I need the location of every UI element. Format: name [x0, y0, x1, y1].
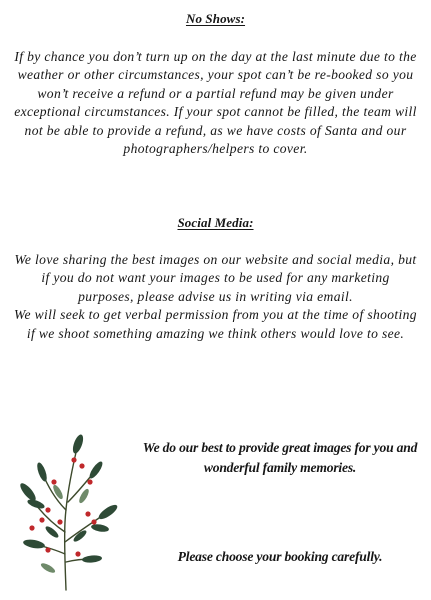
closing-message: We do our best to provide great images for you and wonderful family memories.: [142, 440, 418, 475]
no-shows-heading: No Shows:: [185, 11, 246, 26]
social-media-paragraph-2: We will seek to get verbal permission from you at the time of shooting if we shoot something amazing we think others would love to see.: [14, 307, 417, 341]
social-media-heading: Social Media:: [177, 215, 254, 230]
booking-reminder: Please choose your booking carefully.: [177, 549, 383, 564]
mistletoe-sprig-icon: [8, 432, 128, 592]
no-shows-paragraph: If by chance you don’t turn up on the day at the last minute due to the weather or other circumstances, your spot can’t be re-booked so you won’t receive a refund or a partial refund may be given under exceptional circumstances. If your spot cannot be filled, the team will not be able to provide a refund, as we have costs of Santa and our photographers/helpers to cover.: [14, 49, 417, 157]
no-shows-text: [14, 48, 417, 158]
social-media-paragraph-1: We love sharing the best images on our website and social media, but if you do not want your images to be used for any marketing purposes, please advise us in writing via email.: [14, 252, 417, 304]
social-media-text: [14, 251, 417, 343]
